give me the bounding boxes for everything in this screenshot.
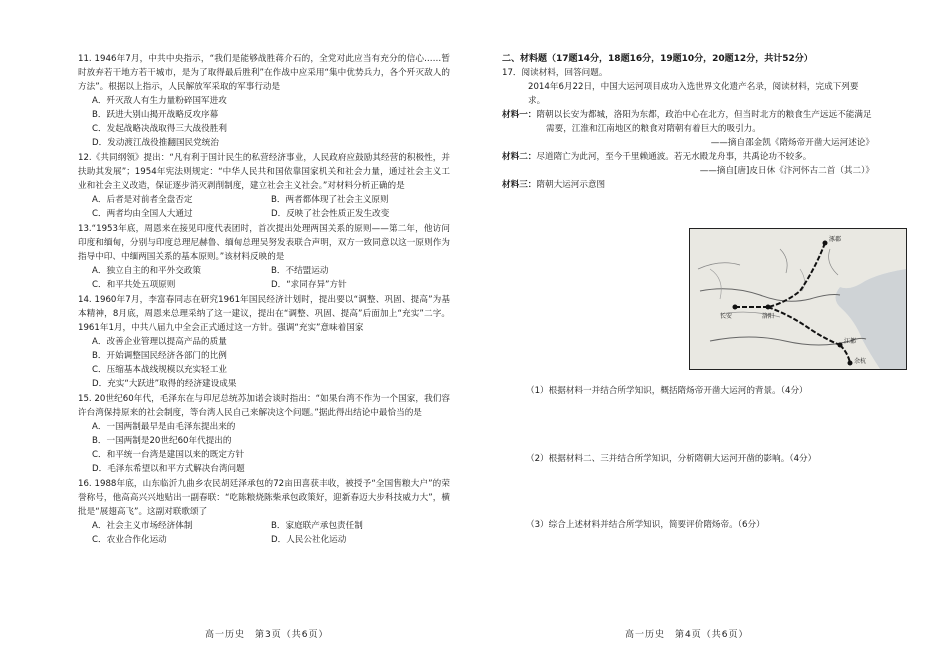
page-footer: 高一历史 第4页（共6页） [625, 630, 749, 640]
option-c: C．和平统一台湾是建国以来的既定方针 [92, 450, 245, 460]
material-1-source: ——摘自邵金凯《隋炀帝开凿大运河述论》 [710, 138, 874, 148]
sub-question-3: （3）综合上述材料并结合所学知识，简要评价隋炀帝。（6分） [526, 520, 765, 530]
material-3-text: 隋朝大运河示意图 [536, 180, 606, 190]
material-2-text: 尽道隋亡为此河，至今千里赖通波。若无水殿龙舟事，共禹论功不较多。 [536, 152, 812, 162]
page-footer: 高一历史 第3页（共6页） [205, 630, 329, 640]
option-b: B．开始调整国民经济各部门的比例 [92, 351, 227, 361]
option-c: C．和平共处五项原则 [92, 280, 176, 290]
page-4 [475, 0, 950, 672]
city-marker [823, 241, 828, 246]
section-title: 二、材料题（17题14分，18题16分，19题10分，20题12分，共计52分） [502, 54, 813, 64]
option-b: B．两者都体现了社会主义原则 [271, 195, 389, 205]
option-c: C．农业合作化运动 [92, 535, 167, 545]
option-a: A．社会主义市场经济体制 [92, 521, 193, 531]
question-stem: 13.“1953年底，周恩来在接见印度代表团时，首次提出处理两国关系的原则——第二年，他访问印度和缅甸，分别与印度总理尼赫鲁、缅甸总理吴努发表联合声明，双方一致同意以这一原则作为指导中印、中缅两国关系的基本原则。”该材料反映的是 [78, 224, 450, 262]
question-12 [78, 151, 450, 221]
question-15 [78, 392, 450, 476]
material-column [502, 52, 874, 192]
material-1-text: 隋朝以长安为都城，洛阳为东都，政治中心在北方，但当时北方的粮食生产远远不能满足需要，江淮和江南地区的粮食对隋朝有着巨大的吸引力。 [536, 110, 872, 134]
map-image [690, 229, 906, 369]
material-2 [502, 150, 874, 164]
map-label: 涿郡 [829, 236, 842, 243]
city-marker [838, 343, 843, 348]
sub-question-1: （1）根据材料一并结合所学知识，概括隋炀帝开凿大运河的背景。（4分） [526, 386, 808, 396]
option-b: B．跃进大别山揭开战略反攻序幕 [92, 110, 219, 120]
material-3 [502, 178, 874, 192]
city-marker [733, 305, 738, 310]
question-stem: 11. 1946年7月，中共中央指示，“我们是能够战胜蒋介石的，全党对此应当有充分的信心……暂时放弃若干地方若干城市，是为了取得最后胜利”在作战中应采用“集中优势兵力，各个歼灭敌人的方法”。根据以上指示，人民解放军采取的军事行动是 [78, 54, 450, 92]
question-16 [78, 477, 450, 547]
option-c: C．两者均由全国人大通过 [92, 209, 193, 219]
option-d: D．反映了社会性质正发生改变 [271, 209, 390, 219]
question-13 [78, 222, 450, 292]
option-a: A．歼灭敌人有生力量粉碎国军进攻 [92, 96, 227, 106]
option-b: B．一国两制是20世纪60年代提出的 [92, 436, 232, 446]
question-17-heading: 17．阅读材料，回答问题。 [502, 68, 608, 78]
map-label: 洛阳 [762, 313, 775, 320]
option-d: D．人民公社化运动 [271, 535, 347, 545]
question-stem: 12.《共同纲领》提出：“凡有利于国计民生的私营经济事业，人民政府应鼓励其经营的积极性，并扶助其发展”；1954年宪法则规定：“中华人民共和国依靠国家机关和社会力量，通过社会主义工业和社会主义改造，保证逐步消灭剥削制度，建立社会主义社会。”对材料分析正确的是 [78, 153, 450, 191]
material-2-source: ——摘自[唐]皮日休《汴河怀古二首（其二）》 [699, 166, 874, 176]
option-a: A．一国两制最早是由毛泽东提出来的 [92, 422, 236, 432]
material-1-label: 材料一： [502, 110, 537, 120]
material-1 [502, 108, 874, 136]
option-d: D．发动渡江战役推翻国民党统治 [92, 138, 219, 148]
option-a: A．改善企业管理以提高产品的质量 [92, 337, 227, 347]
option-a: A．后者是对前者全盘否定 [92, 195, 193, 205]
map-label: 余杭 [854, 358, 867, 365]
map-label: 江都 [844, 338, 857, 345]
question-stem: 14. 1960年7月，李富春同志在研究1961年国民经济计划时，提出要以“调整、巩固、提高”为基本精神，8月底，周恩来总理采纳了这一建议，提出在“调整、巩固、提高”后面加上“充实”二字。1961年1月，中共八届九中全会正式通过这一方针。强调“充实”意味着国家 [78, 295, 450, 333]
option-d: D．毛泽东希望以和平方式解决台湾问题 [92, 464, 245, 474]
option-c: C．发起战略决战取得三大战役胜利 [92, 124, 227, 134]
city-marker [848, 361, 853, 366]
question-stem: 15. 20世纪60年代，毛泽东在与印尼总统苏加诺会谈时指出：“如果台湾不作为一个国家，我们容许台湾保持原来的社会制度，等台湾人民自己来解决这个问题。”据此得出结论中最恰当的是 [78, 394, 450, 418]
material-3-label: 材料三： [502, 180, 537, 190]
option-d: D．充实“大跃进”取得的经济建设成果 [92, 379, 237, 389]
sub-question-2: （2）根据材料二、三并结合所学知识，分析隋朝大运河开凿的影响。（4分） [526, 454, 817, 464]
city-marker [766, 305, 771, 310]
grand-canal-map [689, 228, 907, 370]
option-b: B．家庭联产承包责任制 [271, 521, 363, 531]
map-label: 长安 [720, 313, 733, 320]
question-column [78, 52, 450, 548]
question-14 [78, 293, 450, 391]
option-c: C．压缩基本战线规模以充实轻工业 [92, 365, 227, 375]
question-11 [78, 52, 450, 150]
question-stem: 16. 1988年底，山东临沂九曲乡农民胡廷泽承包的72亩田喜获丰收，被授予“全国售粮大户”的荣誉称号，他高高兴兴地贴出一副春联：“吃陈粮烧陈柴承包政策好，迎新春迈大步科技威力大”，横批是“展翅高飞”。这副对联歌颂了 [78, 479, 450, 517]
option-b: B．不结盟运动 [271, 266, 329, 276]
option-a: A．独立自主的和平外交政策 [92, 266, 202, 276]
option-d: D．“求同存异”方针 [271, 280, 347, 290]
material-2-label: 材料二： [502, 152, 537, 162]
question-17-intro: 2014年6月22日，中国大运河项目成功入选世界文化遗产名录，阅读材料，完成下列要求。 [528, 82, 859, 106]
